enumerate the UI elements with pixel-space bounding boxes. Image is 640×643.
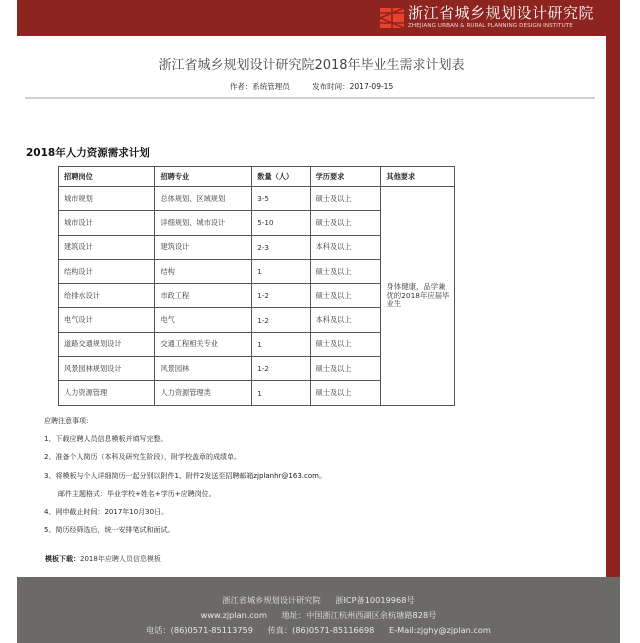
notes-heading: 应聘注意事项: [44,417,89,425]
recruitment-plan-table [58,166,455,406]
note-item: 5、简历经筛选后，统一安排笔试和面试。 [44,526,175,535]
note-item: 3、将模板与个人详细简历一起分别以附件1、附件2发送至招聘邮箱zjplanhr@163.com。 [44,471,326,480]
footer-website[interactable]: www.zjplan.com [200,610,267,620]
institute-logo-icon [380,6,404,30]
cell-count: 3-5 [252,187,310,211]
cell-count: 1-2 [252,308,310,332]
footer-phone: 电话：(86)0571-85113759 [146,625,253,635]
footer-email[interactable]: E-Mail:zjghy@zjplan.com [389,625,491,635]
application-notes [44,412,326,539]
cell-position: 建筑设计 [59,235,155,259]
cell-position: 道路交通规划设计 [59,332,155,356]
cell-major: 结构 [155,259,252,283]
logo-chinese-name: 浙江省城乡规划设计研究院 [408,4,595,23]
note-item: 邮件主题格式：毕业学校+姓名+学历+应聘岗位。 [58,489,216,498]
cell-degree: 本科及以上 [310,235,381,259]
cell-major: 市政工程 [155,284,252,308]
cell-major: 交通工程相关专业 [155,332,252,356]
article-publish-date: 发布时间：2017-09-15 [312,82,394,91]
cell-degree: 硕士及以上 [310,284,381,308]
cell-major: 详细规划、城市设计 [155,211,252,235]
cell-position: 人力资源管理 [59,381,155,405]
footer-fax: 传真：(86)0571-85116698 [267,625,375,635]
cell-position: 城市设计 [59,211,155,235]
table-row [59,187,455,211]
right-border-strip [606,36,620,577]
cell-major: 风景园林 [155,357,252,381]
footer-address: 地址：中国浙江杭州西湖区余杭塘路828号 [281,610,437,620]
article-meta [17,81,606,92]
cell-count: 1 [252,259,310,283]
header-major: 招聘专业 [155,167,252,187]
cell-degree: 硕士及以上 [310,187,381,211]
article-author: 作者：系统管理员 [229,82,290,91]
site-header [17,0,620,36]
cell-degree: 硕士及以上 [310,357,381,381]
cell-degree: 硕士及以上 [310,381,381,405]
note-item: 1、下载应聘人员信息模板并填写完整。 [44,435,168,444]
cell-major: 电气 [155,308,252,332]
cell-position: 电气设计 [59,308,155,332]
site-logo[interactable] [380,3,594,33]
download-label: 模板下载： [45,555,80,563]
cell-degree: 硕士及以上 [310,332,381,356]
cell-degree: 硕士及以上 [310,211,381,235]
cell-count: 5-10 [252,211,310,235]
footer-org: 浙江省城乡规划设计研究院 [222,595,321,605]
header-other: 其他要求 [381,167,455,187]
title-divider [25,97,595,99]
footer-icp[interactable]: 浙ICP备10019968号 [335,595,415,605]
cell-count: 1-2 [252,357,310,381]
template-download [45,554,161,564]
site-footer [17,577,620,643]
cell-major: 总体规划、区域规划 [155,187,252,211]
cell-count: 1-2 [252,284,310,308]
note-item: 4、网申截止时间：2017年10月30日。 [44,507,169,516]
cell-position: 给排水设计 [59,284,155,308]
cell-count: 1 [252,332,310,356]
cell-position: 城市规划 [59,187,155,211]
cell-major: 人力资源管理类 [155,381,252,405]
cell-degree: 硕士及以上 [310,259,381,283]
cell-position: 风景园林规划设计 [59,357,155,381]
logo-english-name: ZHEJIANG URBAN & RURAL PLANNING DESIGN INSTITUTE [408,23,573,30]
table-header-row [59,167,455,187]
section-title: 2018年人力资源需求计划 [26,147,150,159]
header-position: 招聘岗位 [59,167,155,187]
header-degree: 学历要求 [310,167,381,187]
cell-other-requirements: 身体健康，品学兼优的2018年应届毕业生 [381,187,455,406]
header-count: 数量（人） [252,167,310,187]
cell-major: 建筑设计 [155,235,252,259]
cell-degree: 本科及以上 [310,308,381,332]
cell-count: 1 [252,381,310,405]
cell-position: 结构设计 [59,259,155,283]
download-template-link[interactable]: 2018年应聘人员信息模板 [80,555,161,563]
article-title: 浙江省城乡规划设计研究院2018年毕业生需求计划表 [158,58,465,73]
article-content [17,36,606,577]
note-item: 2、准备个人简历（本科及研究生阶段），附学校盖章的成绩单。 [44,453,241,462]
cell-count: 2-3 [252,235,310,259]
